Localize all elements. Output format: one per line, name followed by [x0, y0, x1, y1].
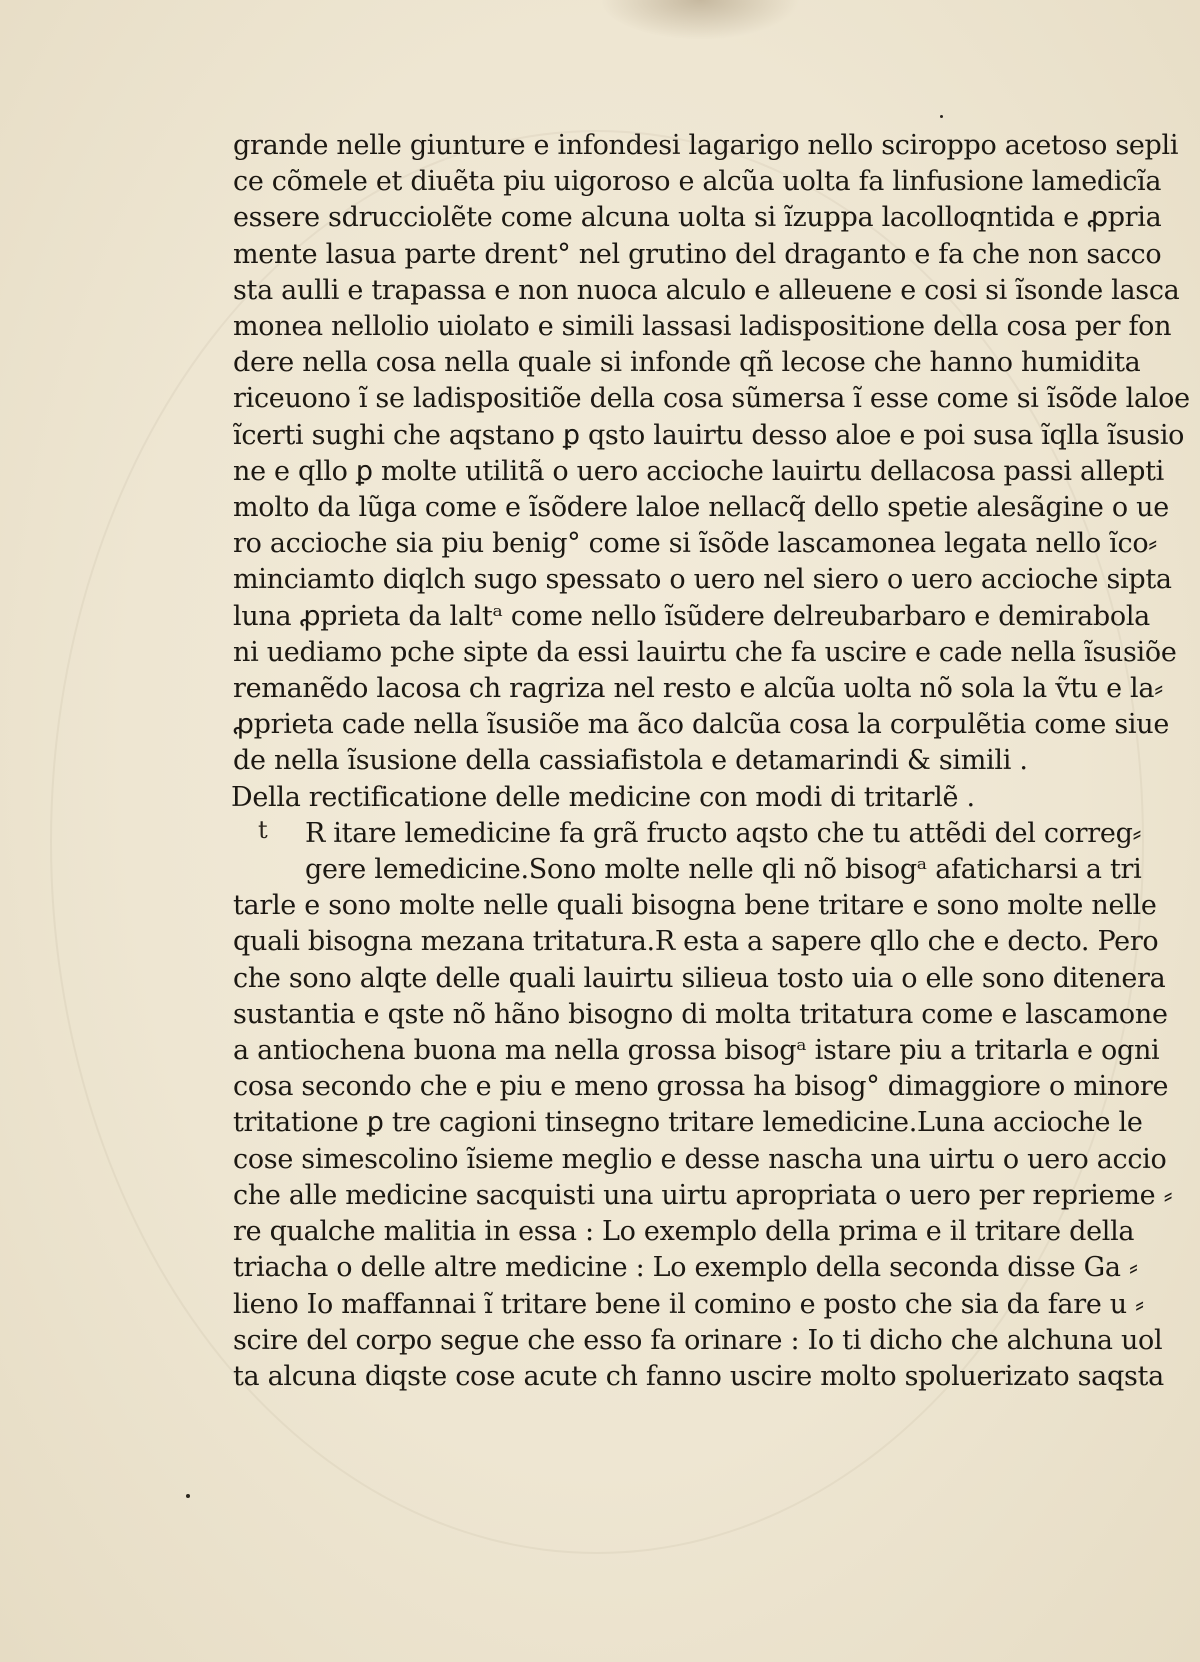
text-line: sta aulli e trapassa e non nuoca alculo e alleuene e cosi si ĩsonde lasca	[233, 274, 1180, 306]
text-line: molto da lũga come e ĩsõdere laloe nellacq̃ dello spetie alesãgine o ue	[233, 492, 1169, 524]
text-block	[231, 128, 1190, 1395]
text-line: minciamto diqlch sugo spessato o uero nel siero o uero accioche sipta	[233, 564, 1172, 596]
text-line: ne e qllo ꝑ molte utilitã o uero accioche lauirtu dellacosa passi allepti	[233, 455, 1165, 487]
text-line: scire del corpo segue che esso fa orinare : Io ti dicho che alchuna uol	[233, 1324, 1163, 1356]
text-line: mente lasua parte drent° nel grutino del draganto e fa che non sacco	[233, 238, 1162, 270]
text-line: triacha o delle altre medicine : Lo exemplo della seconda disse Ga ⸗	[233, 1252, 1138, 1284]
text-line: lieno Io maffannai ĩ tritare bene il comino e posto che sia da fare u ⸗	[233, 1288, 1144, 1320]
text-line: cose simescolino ĩsieme meglio e desse nascha una uirtu o uero accio	[233, 1143, 1167, 1175]
text-line: cosa secondo che e piu e meno grossa ha bisog° dimaggiore o minore	[233, 1071, 1169, 1103]
text-line: tritatione ꝑ tre cagioni tinsegno tritare lemedicine.Luna accioche le	[233, 1107, 1143, 1139]
text-line: che alle medicine sacquisti una uirtu apropriata o uero per reprieme ⸗	[233, 1179, 1173, 1211]
text-line: ni uediamo pche sipte da essi lauirtu che fa uscire e cade nella ĩsusiõe	[233, 636, 1177, 668]
text-line: luna ꝓprieta da laltᵃ come nello ĩsũdere delreubarbaro e demirabola	[233, 600, 1150, 632]
paper-stain	[600, 0, 800, 40]
guide-letter: t	[258, 815, 268, 844]
text-line: essere sdrucciolẽte come alcuna uolta si ĩzuppa lacolloqntida e ꝓpria	[233, 202, 1162, 234]
ink-speck	[940, 115, 943, 118]
section-heading: Della rectificatione delle medicine con modi di tritarlẽ .	[231, 781, 975, 813]
text-line: sustantia e qste nõ hãno bisogno di molta tritatura come e lascamone	[233, 998, 1168, 1030]
text-line: R itare lemedicine fa grã fructo aqsto che tu attẽdi del correg⸗	[305, 817, 1142, 849]
text-line: de nella ĩsusione della cassiafistola e detamarindi & simili .	[233, 745, 1028, 777]
text-line: ro accioche sia piu benig° come si ĩsõde lascamonea legata nello ĩco⸗	[233, 528, 1157, 560]
text-line: tarle e sono molte nelle quali bisogna bene tritare e sono molte nelle	[233, 890, 1157, 922]
text-line: dere nella cosa nella quale si infonde qñ lecose che hanno humidita	[233, 347, 1141, 379]
text-line: a antiochena buona ma nella grossa bisogᵃ istare piu a tritarla e ogni	[233, 1035, 1160, 1067]
text-line: re qualche malitia in essa : Lo exemplo della prima e il tritare della	[233, 1216, 1135, 1248]
text-line: ĩcerti sughi che aqstano ꝑ qsto lauirtu desso aloe e poi susa ĩqlla ĩsusio	[233, 419, 1185, 451]
text-line: riceuono ĩ se ladispositiõe della cosa sũmersa ĩ esse come si ĩsõde laloe	[233, 383, 1190, 415]
text-line: quali bisogna mezana tritatura.R esta a sapere qllo che e decto. Pero	[233, 926, 1159, 958]
text-line: che sono alqte delle quali lauirtu silieua tosto uia o elle sono ditenera	[233, 962, 1166, 994]
text-line: remanẽdo lacosa ch ragriza nel resto e alcũa uolta nõ sola la ṽtu e la⸗	[233, 673, 1163, 705]
text-line: gere lemedicine.Sono molte nelle qli nõ bisogᵃ afaticharsi a tri	[305, 854, 1142, 886]
initial-paragraph	[233, 815, 1142, 888]
text-line: monea nellolio uiolato e simili lassasi ladispositione della cosa per fon	[233, 311, 1172, 343]
text-line: ce cõmele et diuẽta piu uigoroso e alcũa uolta fa linfusione lamedicĩa	[233, 166, 1162, 198]
text-line: grande nelle giunture e infondesi lagarigo nello sciroppo acetoso sepli	[233, 130, 1179, 161]
text-line: ta alcuna diqste cose acute ch fanno uscire molto spoluerizato saqsta	[233, 1360, 1164, 1392]
text-line: ꝓprieta cade nella ĩsusiõe ma ãco dalcũa cosa la corpulẽtia come siue	[233, 709, 1170, 741]
ink-speck	[186, 1494, 190, 1498]
